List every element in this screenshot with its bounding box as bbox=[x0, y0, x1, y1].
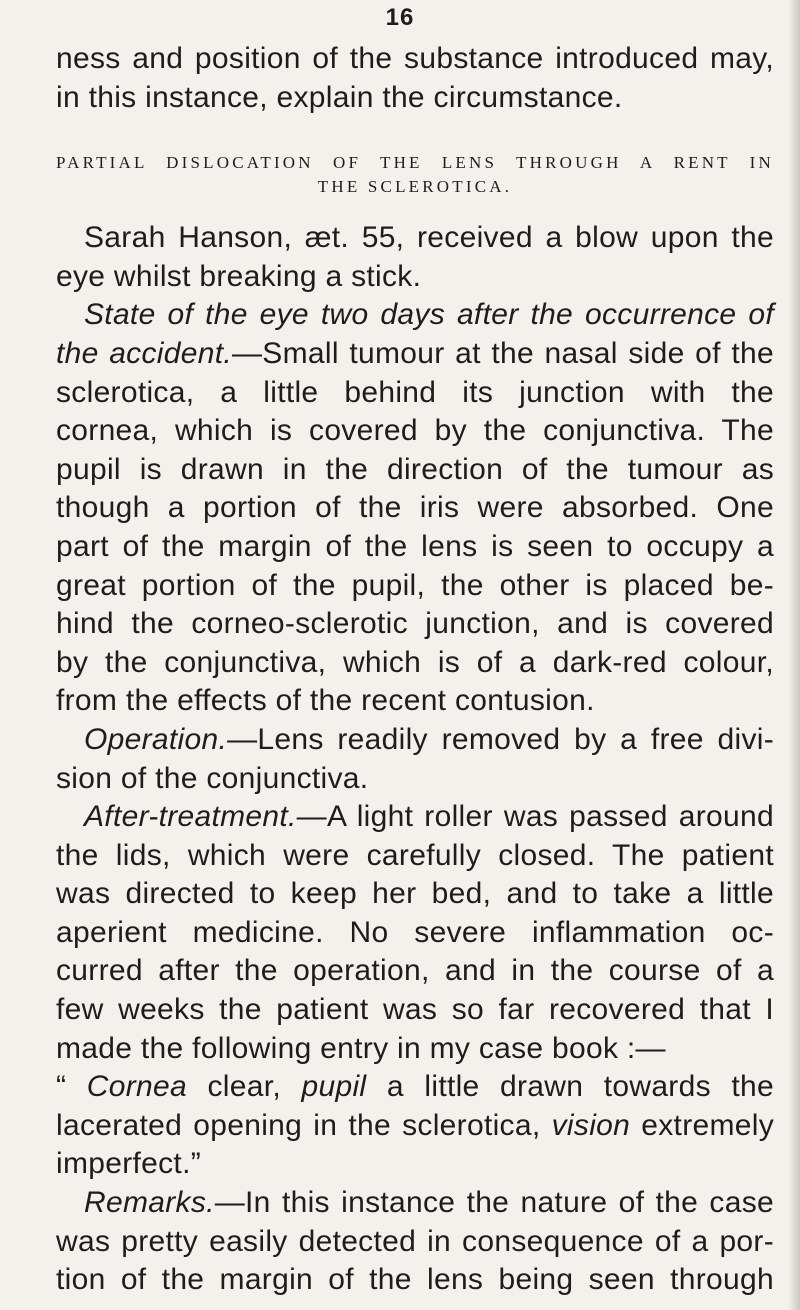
text-line: by the conjunctiva, which is of a dark-red colour, bbox=[56, 645, 774, 679]
text-line: sclerotica, a little behind its junction with the bbox=[56, 375, 774, 409]
case-heading-line-1: PARTIAL DISLOCATION OF THE LENS THROUGH A RENT IN bbox=[56, 153, 774, 173]
text-span: lacerated opening in the sclerotica, bbox=[56, 1108, 552, 1142]
open-quote: “ bbox=[56, 1070, 87, 1104]
text-line bbox=[56, 1107, 774, 1146]
text-line: cornea, which is covered by the conjunctiva. The bbox=[56, 414, 774, 448]
text-line: in this instance, explain the circumstance. bbox=[56, 80, 623, 114]
text-line: tion of the margin of the lens being seen through bbox=[56, 1263, 774, 1297]
text-line: from the effects of the recent contusion. bbox=[56, 684, 595, 718]
text-line: ness and position of the substance introduced may, bbox=[56, 42, 774, 75]
text-line bbox=[56, 1184, 774, 1223]
text-line: sion of the conjunctiva. bbox=[56, 761, 369, 795]
text-line: pupil is drawn in the direction of the tumour as bbox=[56, 452, 774, 486]
text-line: was pretty easily detected in consequence of a por- bbox=[56, 1224, 774, 1258]
text-line: aperient medicine. No severe inflammation oc- bbox=[56, 915, 774, 949]
text-line: made the following entry in my case book :— bbox=[56, 1031, 666, 1065]
text-line: part of the margin of the lens is seen to occupy a bbox=[56, 529, 774, 563]
italic-term-vision: vision bbox=[551, 1108, 631, 1142]
text-span: clear, bbox=[187, 1070, 302, 1104]
page-edge-shadow bbox=[788, 0, 800, 1310]
section-label-state-cont: the accident. bbox=[56, 336, 232, 370]
text-line: eye whilst breaking a stick. bbox=[56, 259, 422, 293]
text-line: hind the corneo-sclerotic junction, and is covered bbox=[56, 607, 774, 641]
text-line: was directed to keep her bed, and to take a little bbox=[56, 877, 774, 911]
page-number: 16 bbox=[385, 4, 415, 31]
text-line: Sarah Hanson, æt. 55, received a blow upon the bbox=[84, 221, 774, 255]
text-line: the lids, which were carefully closed. The patient bbox=[56, 838, 774, 872]
text-line bbox=[56, 335, 774, 374]
italic-term-pupil: pupil bbox=[301, 1070, 367, 1104]
text-line bbox=[56, 721, 774, 760]
text-line bbox=[56, 798, 774, 837]
italic-term-cornea: Cornea bbox=[86, 1070, 187, 1104]
text-line: though a portion of the iris were absorbed. One bbox=[56, 491, 774, 525]
text-line: imperfect.” bbox=[56, 1147, 201, 1181]
text-span: a little drawn towards the bbox=[366, 1070, 774, 1104]
section-label-after-treatment: After-treatment. bbox=[84, 800, 297, 834]
text-span: —Small tumour at the nasal side of the bbox=[231, 336, 774, 370]
text-span: —In this instance the nature of the case bbox=[214, 1186, 774, 1220]
text-span: —A light roller was passed around bbox=[296, 800, 774, 834]
section-label-operation: Operation. bbox=[84, 722, 228, 756]
text-line: great portion of the pupil, the other is placed be- bbox=[56, 568, 774, 602]
case-heading-line-2: THE SCLEROTICA. bbox=[317, 177, 513, 197]
section-label-state: State of the eye two days after the occurrence of bbox=[84, 298, 774, 332]
text-line: few weeks the patient was so far recovered that I bbox=[56, 993, 774, 1027]
section-label-remarks: Remarks. bbox=[84, 1186, 215, 1220]
text-line: curred after the operation, and in the course of a bbox=[56, 954, 774, 988]
text-span: extremely bbox=[630, 1108, 775, 1142]
text-line bbox=[56, 1068, 774, 1107]
page-text bbox=[56, 40, 774, 1300]
text-span: —Lens readily removed by a free divi- bbox=[227, 722, 774, 756]
